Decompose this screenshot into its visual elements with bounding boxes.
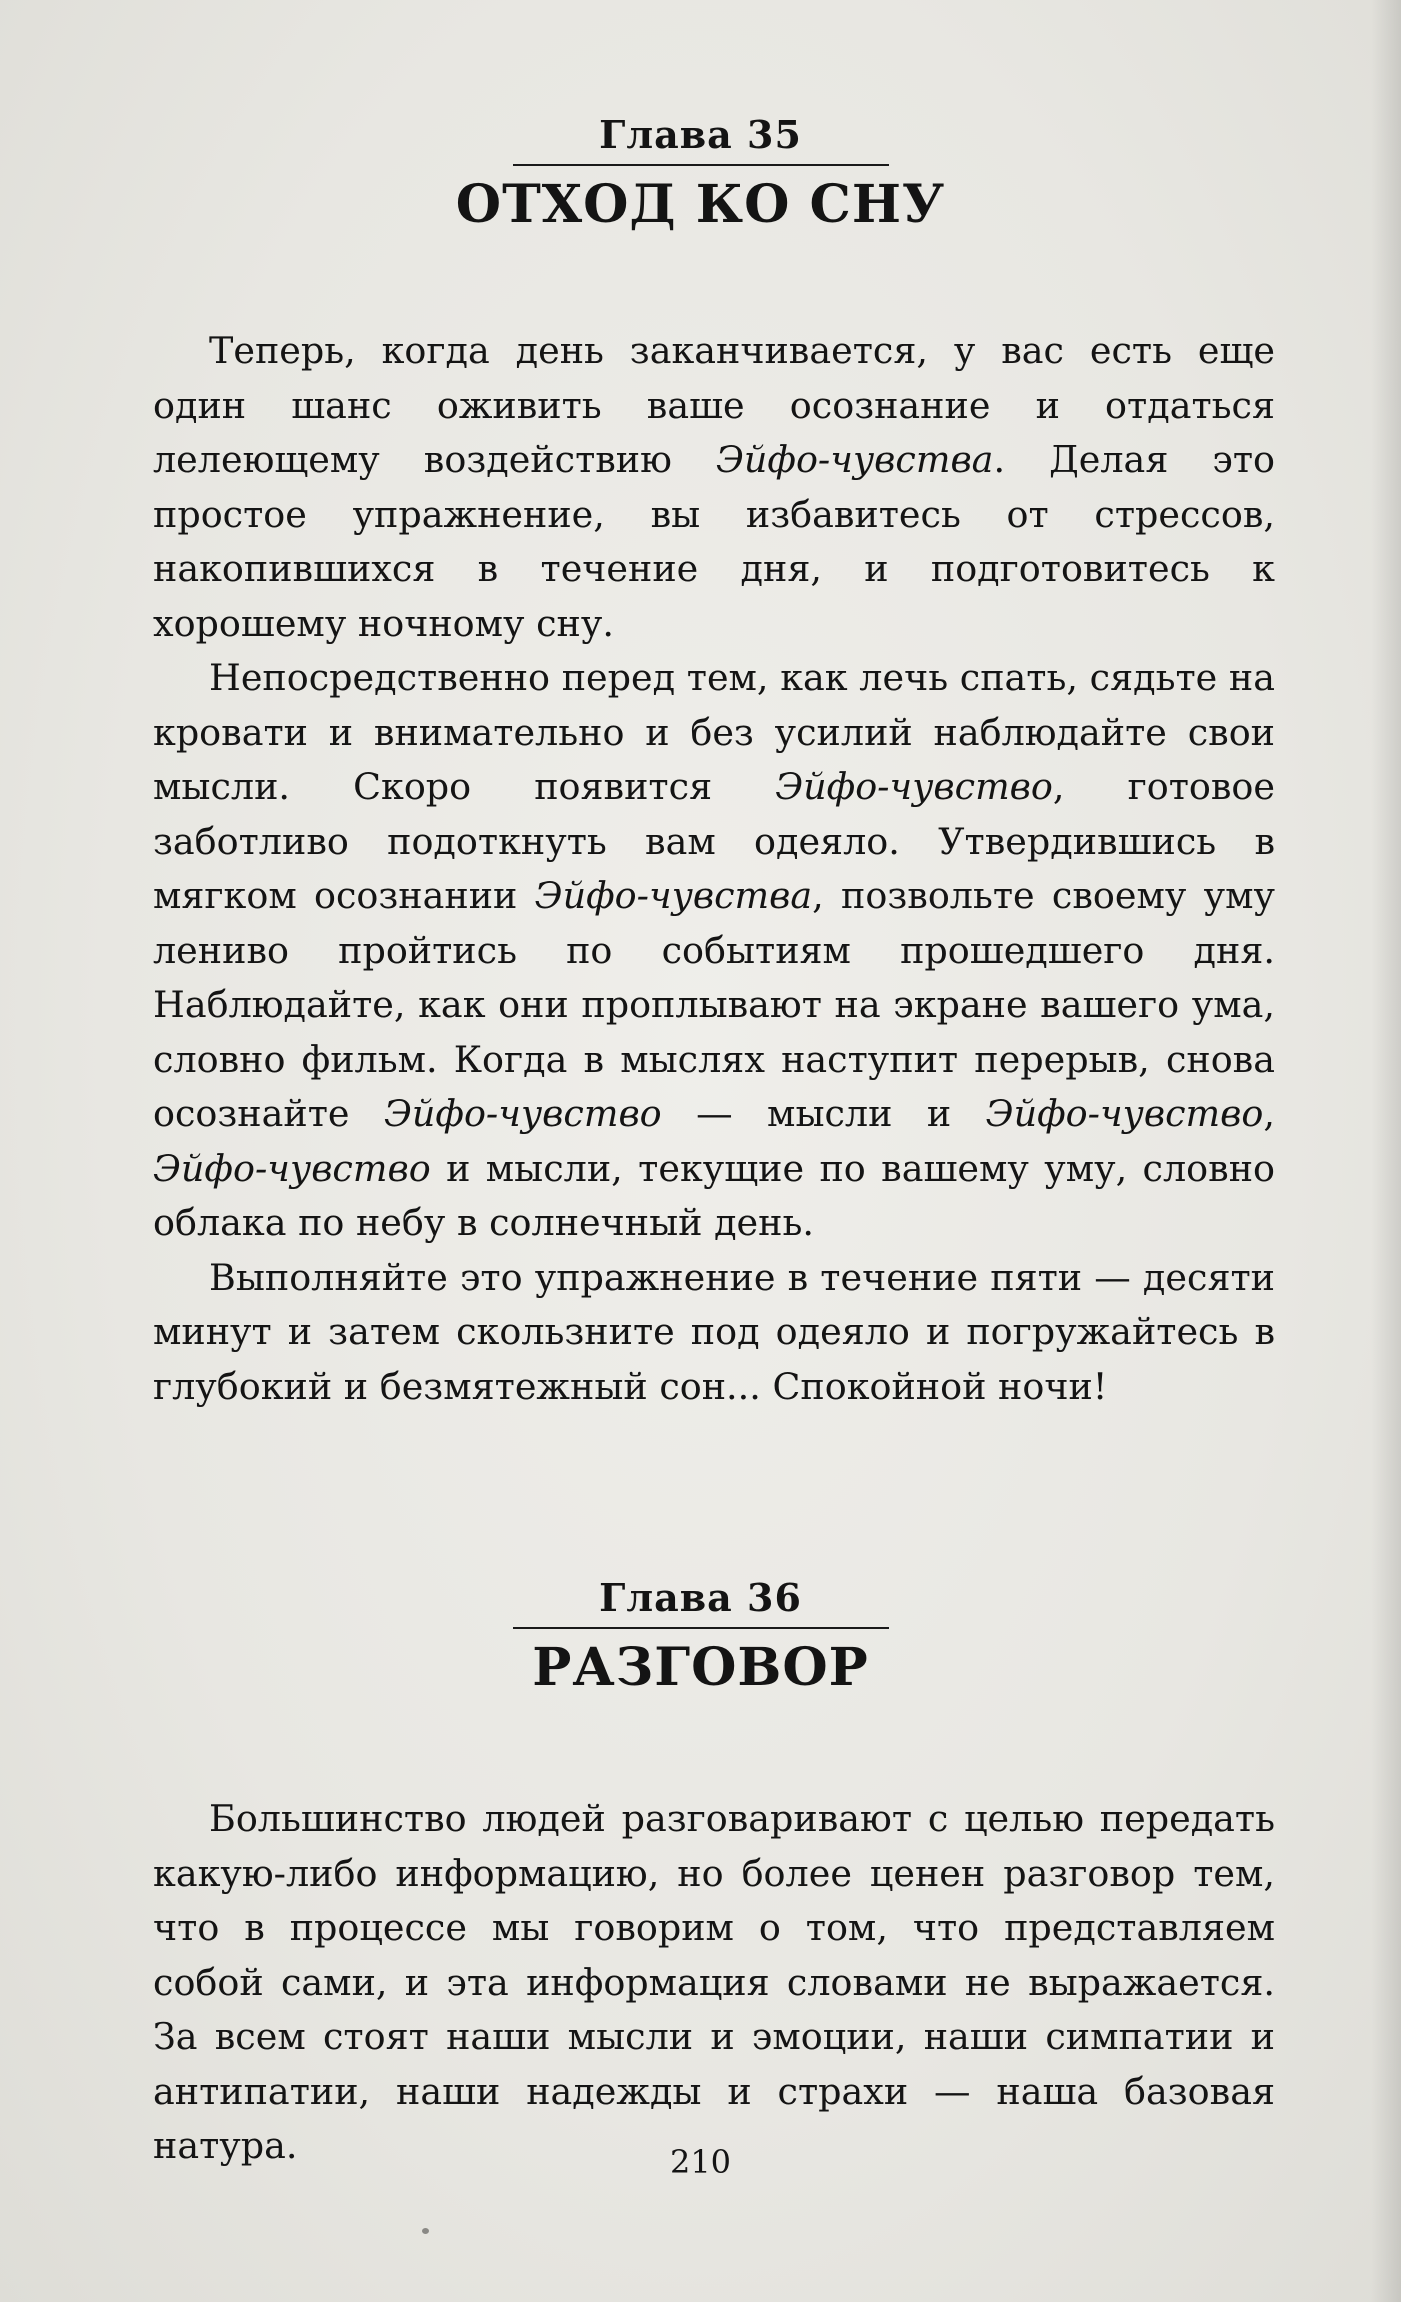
chapter-36-title: РАЗГОВОР: [532, 1637, 869, 1698]
page-number: 210: [669, 2143, 732, 2181]
chapter-35-title: ОТХОД КО СНУ: [455, 174, 946, 235]
chapter-35-number: Глава 35: [599, 112, 802, 157]
chapter-35-heading: [0, 112, 1401, 236]
chapter-35-rule: [513, 164, 889, 166]
chapter-35-paragraph-1: Теперь, когда день заканчивается, у вас есть еще один шанс оживить ваше осознание и отдаться лелеющему воздействию Эйфо-чувства. Делая это простое упражнение, вы избавитесь от стрессов, накопившихся в течение дня, и подготовитесь к хорошему ночному сну.: [153, 329, 1275, 645]
italic-term: Эйфо-чувство: [985, 1092, 1264, 1135]
italic-term: Эйфо-чувство: [383, 1092, 662, 1135]
italic-term: Эйфо-чувство: [775, 765, 1053, 808]
chapter-36-number: Глава 36: [599, 1575, 802, 1620]
chapter-35-paragraph-3: Выполняйте это упражнение в течение пяти — десяти минут и затем скользните под одеяло и погружайтесь в глубокий и безмятежный сон... Спокойной ночи!: [153, 1255, 1275, 1408]
page-edge-shadow: [1371, 0, 1401, 2302]
chapter-36-heading: [0, 1575, 1401, 1699]
italic-term: Эйфо-чувства: [715, 438, 994, 481]
chapter-36-paragraph-1: Большинство людей разговаривают с целью передать какую-либо информацию, но более ценен разговор тем, что в процессе мы говорим о том, что представляем собой сами, и эта информация словами не выражается. За всем стоят наши мысли и эмоции, наши симпатии и антипатии, наши надежды и страхи — наша базовая натура.: [153, 1797, 1275, 2167]
chapter-36-body: [153, 1792, 1275, 2174]
chapter-35-body: [153, 324, 1275, 1414]
italic-term: Эйфо-чувства: [534, 874, 813, 917]
chapter-35-paragraph-2: Непосредственно перед тем, как лечь спать, сядьте на кровати и внимательно и без усилий наблюдайте свои мысли. Скоро появится Эйфо-чувство, готовое заботливо подоткнуть вам одеяло. Утвердившись в мягком осознании Эйфо-чувства, позвольте своему уму лениво пройтись по событиям прошедшего дня. Наблюдайте, как они проплывают на экране вашего ума, словно фильм. Когда в мыслях наступит перерыв, снова осознайте Эйфо-чувство — мысли и Эйфо-чувство, Эйфо-чувство и мысли, текущие по вашему уму, словно облака по небу в солнечный день.: [153, 656, 1275, 1244]
italic-term: Эйфо-чувство: [153, 1146, 431, 1190]
chapter-36-rule: [513, 1627, 889, 1629]
ink-speck: [422, 2228, 429, 2234]
